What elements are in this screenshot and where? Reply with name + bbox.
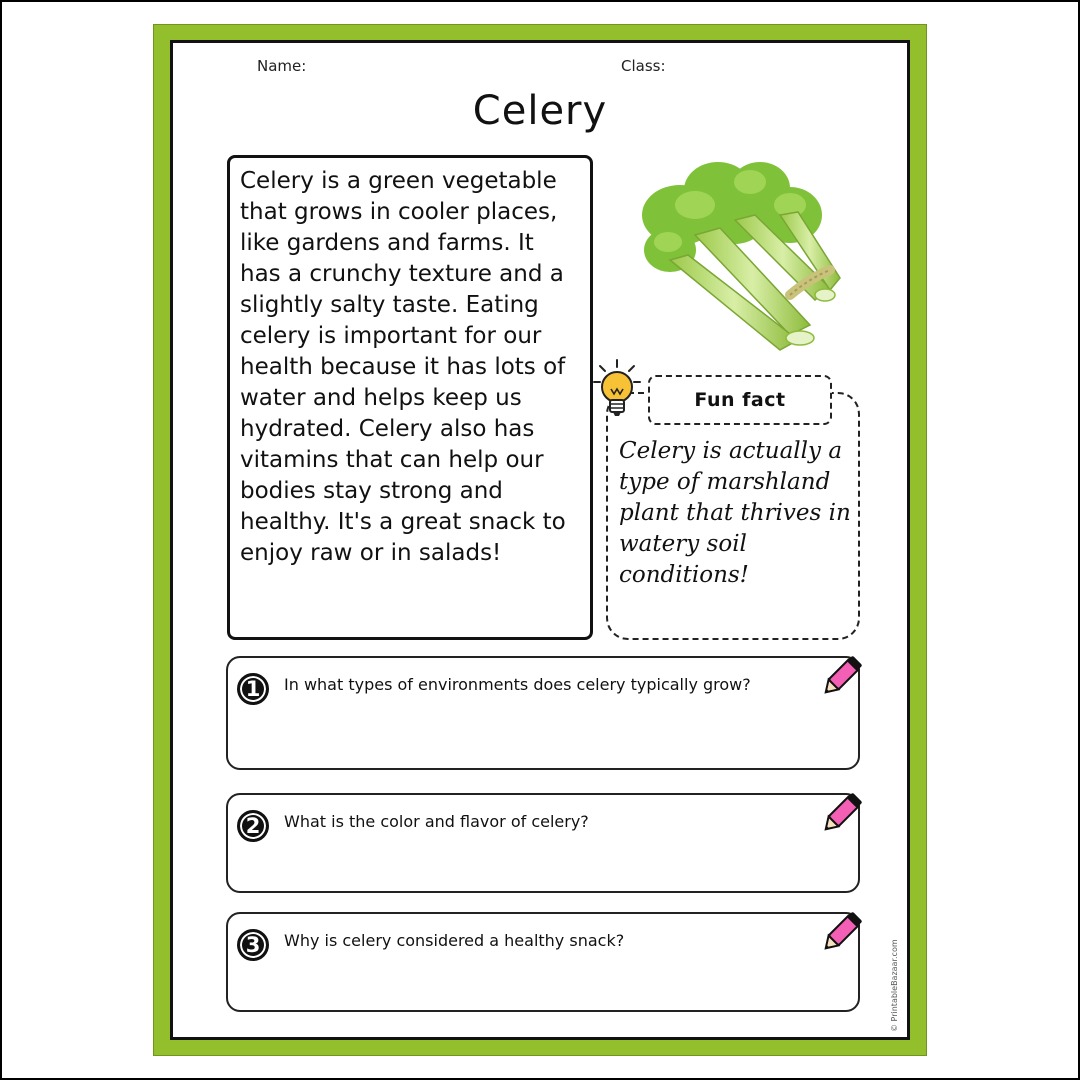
celery-illustration xyxy=(640,160,850,360)
pencil-icon xyxy=(816,650,868,702)
fun-fact-heading: Fun fact xyxy=(648,375,832,425)
question-3-number: 3 xyxy=(237,929,269,961)
question-2-box[interactable] xyxy=(226,793,860,893)
reading-passage xyxy=(227,155,593,640)
lightbulb-icon xyxy=(592,358,642,424)
question-1-text: In what types of environments does celery typically grow? xyxy=(284,675,751,694)
page-title: Celery xyxy=(472,88,608,134)
class-label: Class: xyxy=(621,57,666,75)
question-3-box[interactable] xyxy=(226,912,860,1012)
question-3-text: Why is celery considered a healthy snack? xyxy=(284,931,625,950)
pencil-icon xyxy=(816,787,868,839)
copyright-credit: © PrintableBazaar.com xyxy=(890,939,899,1032)
pencil-icon xyxy=(816,906,868,958)
question-1-box[interactable] xyxy=(226,656,860,770)
question-2-number: 2 xyxy=(237,810,269,842)
passage-text: Celery is a green vegetable that grows in cooler places, like gardens and farms. It has a crunchy texture and a slightly salty taste. Eating celery is important for our health because it has lots of water and helps keep us hydrated. Celery also has vitamins that can help our bodies stay strong and healthy. It's a great snack to enjoy raw or in salads! xyxy=(240,168,566,566)
fun-fact-text: Celery is actually a type of marshland plant that thrives in watery soil conditions! xyxy=(619,438,851,588)
name-label: Name: xyxy=(257,57,307,75)
question-2-text: What is the color and flavor of celery? xyxy=(284,812,589,831)
question-1-number: 1 xyxy=(237,673,269,705)
